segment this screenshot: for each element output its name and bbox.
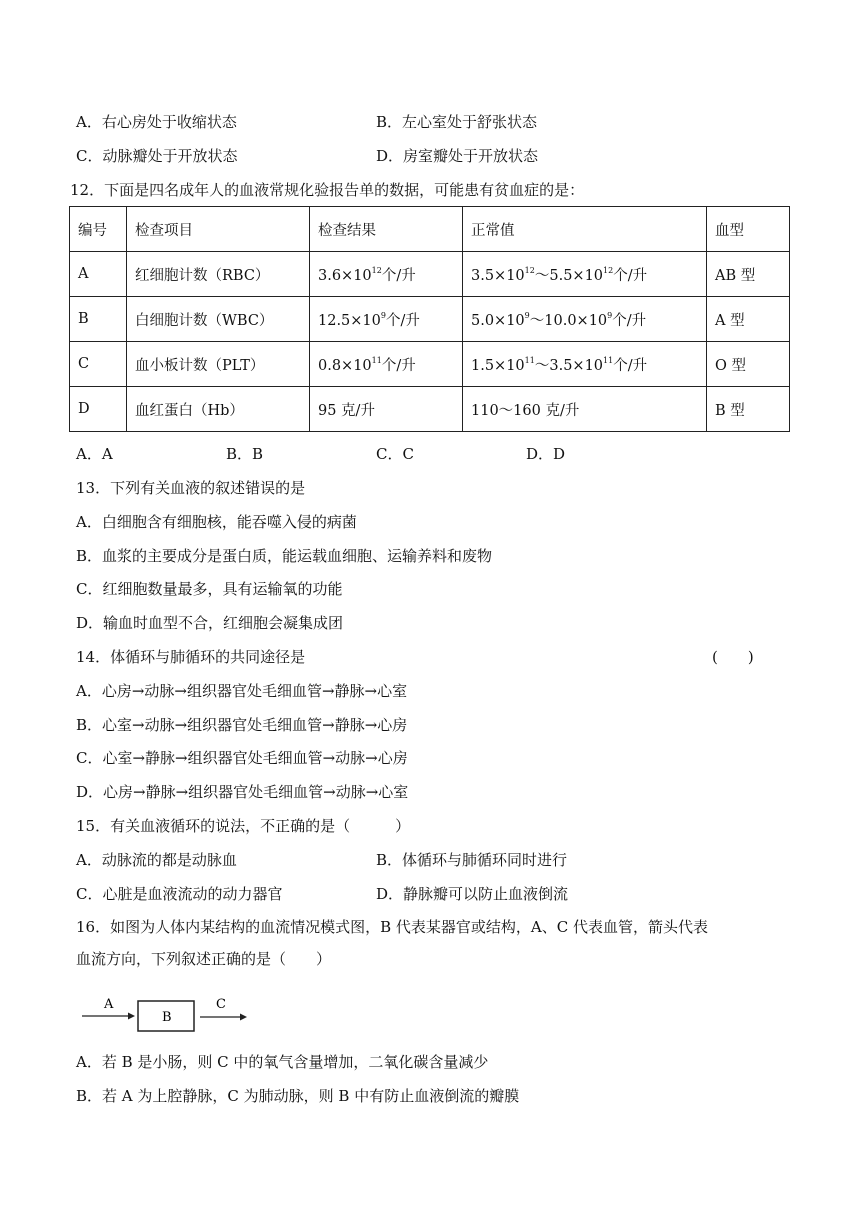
row-id: C [70, 342, 127, 387]
q15-option-b: B．体循环与肺循环同时进行 [376, 851, 568, 869]
row-normal: $5.0\times 10^9\sim 10.0\times 10^9$个/升 [463, 297, 707, 342]
q13-option-c: C．红细胞数量最多，具有运输氧的功能 [76, 580, 343, 598]
q16-stem-line1: 16．如图为人体内某结构的血流情况模式图，B 代表某器官或结构，A、C 代表血管，箭头代表 [76, 918, 708, 936]
q14-answer-bracket: ( ) [712, 648, 754, 666]
row-result: 95 克/升 [310, 387, 463, 432]
blood-test-table [69, 206, 790, 432]
row-normal: 110～160 克/升 [463, 387, 707, 432]
table-row [70, 252, 790, 297]
vessel-a-arrowhead [128, 1013, 135, 1020]
row-item: 血小板计数（PLT） [127, 342, 310, 387]
header-blood-type: 血型 [707, 207, 790, 252]
row-item: 红细胞计数（RBC） [127, 252, 310, 297]
q16-option-a: A．若 B 是小肠，则 C 中的氧气含量增加，二氧化碳含量减少 [76, 1053, 489, 1071]
q12-option-a: A．A [76, 445, 113, 463]
vessel-c-label: C [216, 997, 226, 1012]
row-id: B [70, 297, 127, 342]
table-row [70, 387, 790, 432]
q12-option-d: D．D [526, 445, 566, 463]
row-blood-type: A 型 [707, 297, 790, 342]
row-result: $3.6\times 10^{12}$个/升 [310, 252, 463, 297]
q14-option-c: C．心室→静脉→组织器官处毛细血管→动脉→心房 [76, 749, 408, 767]
q15-stem: 15．有关血液循环的说法，不正确的是（ ） [76, 817, 411, 835]
q11-option-a: A．右心房处于收缩状态 [76, 113, 237, 131]
row-blood-type: B 型 [707, 387, 790, 432]
q15-option-a: A．动脉流的都是动脉血 [76, 851, 237, 869]
q14-stem: 14．体循环与肺循环的共同途径是 [76, 648, 306, 666]
q13-option-a: A．白细胞含有细胞核，能吞噬入侵的病菌 [76, 513, 357, 531]
row-blood-type: AB 型 [707, 252, 790, 297]
q11-option-c: C．动脉瓣处于开放状态 [76, 147, 238, 165]
q11-option-d: D．房室瓣处于开放状态 [376, 147, 539, 165]
q13-option-d: D．输血时血型不合，红细胞会凝集成团 [76, 614, 344, 632]
q16-option-b: B．若 A 为上腔静脉，C 为肺动脉，则 B 中有防止血液倒流的瓣膜 [76, 1087, 520, 1105]
q14-option-b: B．心室→动脉→组织器官处毛细血管→静脉→心房 [76, 716, 408, 734]
q14-option-a: A．心房→动脉→组织器官处毛细血管→静脉→心室 [76, 682, 408, 700]
row-normal: $3.5\times 10^{12}\sim 5.5\times 10^{12}$个/升 [463, 252, 707, 297]
row-item: 血红蛋白（Hb） [127, 387, 310, 432]
table-row [70, 342, 790, 387]
header-id: 编号 [70, 207, 127, 252]
q12-stem: 12．下面是四名成年人的血液常规化验报告单的数据，可能患有贫血症的是： [70, 181, 585, 199]
table-header-row [70, 207, 790, 252]
header-item: 检查项目 [127, 207, 310, 252]
q13-option-b: B．血浆的主要成分是蛋白质，能运载血细胞、运输养料和废物 [76, 547, 493, 565]
row-normal: $1.5\times 10^{11}\sim 3.5\times 10^{11}$个/升 [463, 342, 707, 387]
row-id: D [70, 387, 127, 432]
q12-option-b: B．B [226, 445, 264, 463]
vessel-c-arrowhead [240, 1014, 247, 1021]
header-result: 检查结果 [310, 207, 463, 252]
row-blood-type: O 型 [707, 342, 790, 387]
q14-option-d: D．心房→静脉→组织器官处毛细血管→动脉→心室 [76, 783, 409, 801]
structure-b-label: B [162, 1010, 172, 1025]
q11-option-b: B．左心室处于舒张状态 [376, 113, 538, 131]
blood-flow-diagram [82, 994, 252, 1040]
q13-stem: 13．下列有关血液的叙述错误的是 [76, 479, 306, 497]
row-result: $0.8\times 10^{11}$个/升 [310, 342, 463, 387]
vessel-a-label: A [104, 997, 114, 1012]
q16-stem-line2: 血流方向，下列叙述正确的是（ ） [76, 950, 332, 968]
q15-option-d: D．静脉瓣可以防止血液倒流 [376, 885, 569, 903]
row-id: A [70, 252, 127, 297]
header-normal: 正常值 [463, 207, 707, 252]
table-row [70, 297, 790, 342]
row-result: $12.5\times 10^9$个/升 [310, 297, 463, 342]
row-item: 白细胞计数（WBC） [127, 297, 310, 342]
q12-option-c: C．C [376, 445, 414, 463]
q15-option-c: C．心脏是血液流动的动力器官 [76, 885, 283, 903]
